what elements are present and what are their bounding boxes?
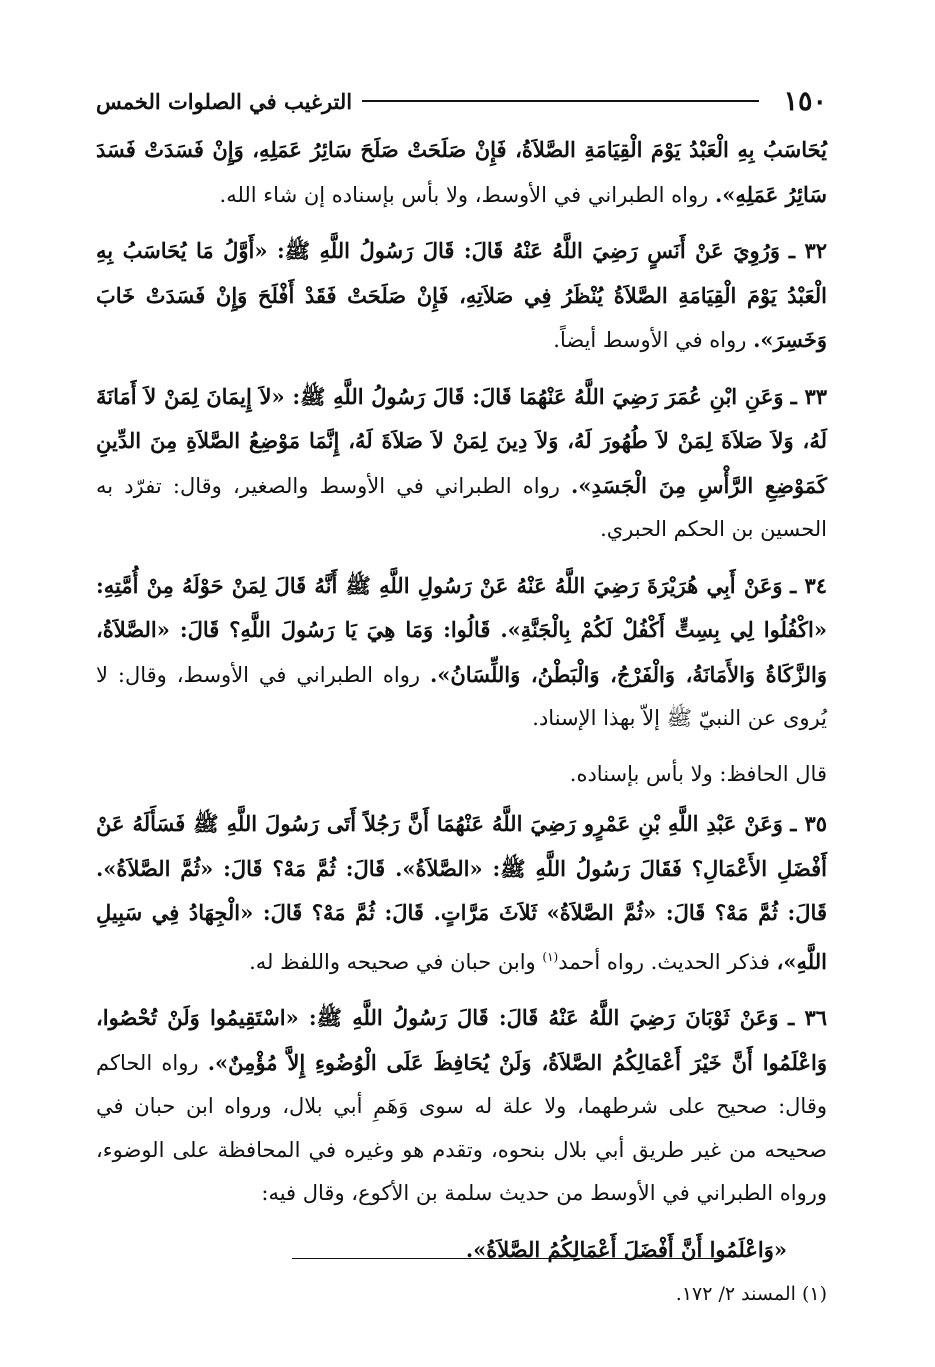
source-text: رواه الطبراني في الأوسط والصغير، وقال: تفرّد به الحسين بن الحكم الحبري.	[96, 473, 827, 541]
hadith-text: وَعَنِ ابْنِ عُمَرَ رَضِيَ اللَّهُ عَنْهُمَا قَالَ: قَالَ رَسُولُ اللَّهِ ﷺ: «لاَ إِيمَانَ لِمَنْ لاَ أَمَانَةَ لَهُ، وَلاَ صَلاَةَ لِمَنْ لاَ طُهُورَ لَهُ، وَلاَ دِينَ لِمَنْ لاَ صَلاَةَ لَهُ، إِنَّمَا مَوْضِعُ الصَّلاَةِ مِنَ الدِّينِ كَمَوْضِعِ الرَّأْسِ مِنَ الْجَسَدِ».	[96, 383, 827, 498]
footnote-text: المسند ٢/ ١٧٢.	[675, 1283, 796, 1305]
hadith-33	[96, 375, 827, 552]
hadith-number: ٣٦ ـ	[788, 1005, 827, 1030]
body-text	[96, 128, 827, 1283]
hafiz-note: قال الحافظ: ولا بأس بإسناده.	[569, 761, 827, 786]
footnote-rule	[292, 1258, 720, 1259]
hadith-number: ٣٣ ـ	[790, 383, 827, 409]
final-quote: «وَاعْلَمُوا أَنَّ أَفْضَلَ أَعْمَالِكُمُ الصَّلاَةُ».	[465, 1236, 787, 1262]
continuation-paragraph	[96, 128, 827, 217]
source-text: رواه الحاكم وقال: صحيح على شرطهما، ولا علة له سوى وَهَمِ أبي بلال، ورواه ابن حبان في صحيحه من غير طريق أبي بلال بنحوه، وتقدم هو وغيره في المحافظة على الوضوء، ورواه الطبراني في الأوسط من حديث سلمة بن الأكوع، وقال فيه:	[96, 1050, 827, 1205]
footnote-marker: (١)	[801, 1283, 827, 1305]
source-text: فذكر الحديث. رواه أحمد	[558, 949, 770, 974]
hadith-text: وَعَنْ عَبْدِ اللَّهِ بْنِ عَمْرٍو رَضِيَ اللَّهُ عَنْهُمَا أَنَّ رَجُلاً أَتَى رَسُولَ اللَّهِ ﷺ فَسَأَلَهُ عَنْ أَفْضَلِ الأَعْمَالِ؟ فَقَالَ رَسُولُ اللَّهِ ﷺ: «الصَّلاَةُ». قَالَ: ثُمَّ مَهْ؟ قَالَ: «ثُمَّ الصَّلاَةُ». قَالَ: ثُمَّ مَهْ؟ قَالَ: «ثُمَّ الصَّلاَةُ» ثَلاَثَ مَرَّاتٍ. قَالَ: ثُمَّ مَهْ؟ قَالَ: «الْجِهَادُ فِي سَبِيلِ اللَّهِ»،	[96, 811, 827, 974]
header-rule	[362, 100, 759, 102]
hadith-text: يُحَاسَبُ بِهِ الْعَبْدُ يَوْمَ الْقِيَامَةِ الصَّلاَةُ، فَإِنْ صَلَحَتْ صَلَحَ سَائِرُ عَمَلِهِ، وَإِنْ فَسَدَتْ فَسَدَ سَائِرُ عَمَلِهِ».	[96, 137, 827, 207]
hadith-32	[96, 229, 827, 363]
hadith-number: ٣٢ ـ	[788, 238, 827, 263]
source-text: رواه في الأوسط أيضاً.	[553, 328, 747, 352]
footnote-reference[interactable]: (١)	[542, 949, 559, 964]
hadith-text: وَعَنْ ثَوْبَانَ رَضِيَ اللَّهُ عَنْهُ قَالَ: قَالَ رَسُولُ اللَّهِ ﷺ: «اسْتَقِيمُوا وَلَنْ تُحْصُوا، وَاعْلَمُوا أَنَّ خَيْرَ أَعْمَالِكُمُ الصَّلاَةُ، وَلَنْ يُحَافِظَ عَلَى الْوُضُوءِ إِلاَّ مُؤْمِنٌ».	[96, 1005, 827, 1075]
source-text: رواه الطبراني في الأوسط، وقال: لا يُروى عن النبيّ ﷺ إلاّ بهذا الإسناد.	[96, 662, 827, 730]
hadith-number: ٣٥ ـ	[790, 811, 827, 836]
hadith-text: وَرُوِيَ عَنْ أَنَسٍ رَضِيَ اللَّهُ عَنْهُ قَالَ: قَالَ رَسُولُ اللَّهِ ﷺ: «أَوَّلُ مَا يُحَاسَبُ بِهِ الْعَبْدُ يَوْمَ الْقِيَامَةِ الصَّلاَةُ يُنْظَرُ فِي صَلاَتِهِ، فَإِنْ صَلَحَتْ فَقَدْ أَفْلَحَ وَإِنْ فَسَدَتْ خَابَ وَخَسِرَ».	[96, 238, 827, 352]
hadith-34	[96, 564, 827, 741]
hadith-36	[96, 996, 827, 1216]
hadith-35	[96, 802, 827, 984]
source-text: رواه الطبراني في الأوسط، ولا بأس بإسناده إن شاء الله.	[219, 182, 709, 207]
source-text-continued: وابن حبان في صحيحه واللفظ له.	[249, 949, 536, 974]
hadith-text: وَعَنْ أَبِي هُرَيْرَةَ رَضِيَ اللَّهُ عَنْهُ عَنْ رَسُولِ اللَّهِ ﷺ أَنَّهُ قَالَ لِمَنْ حَوْلَهُ مِنْ أُمَّتِهِ: «اكْفُلُوا لِي بِسِتٍّ أَكْفُلْ لَكُمْ بِالْجَنَّةِ». قَالُوا: وَمَا هِيَ يَا رَسُولَ اللَّهِ؟ قَالَ: «الصَّلاَةُ، وَالزَّكَاةُ وَالأَمَانَةُ، وَالْفَرْجُ، وَالْبَطْنُ، وَاللِّسَانُ».	[96, 572, 827, 687]
page-header	[96, 84, 827, 118]
running-title: الترغيب في الصلوات الخمس	[96, 88, 353, 114]
footnote	[96, 1283, 827, 1305]
page-number: ١٥٠	[783, 85, 827, 117]
hadith-number: ٣٤ ـ	[790, 572, 827, 598]
